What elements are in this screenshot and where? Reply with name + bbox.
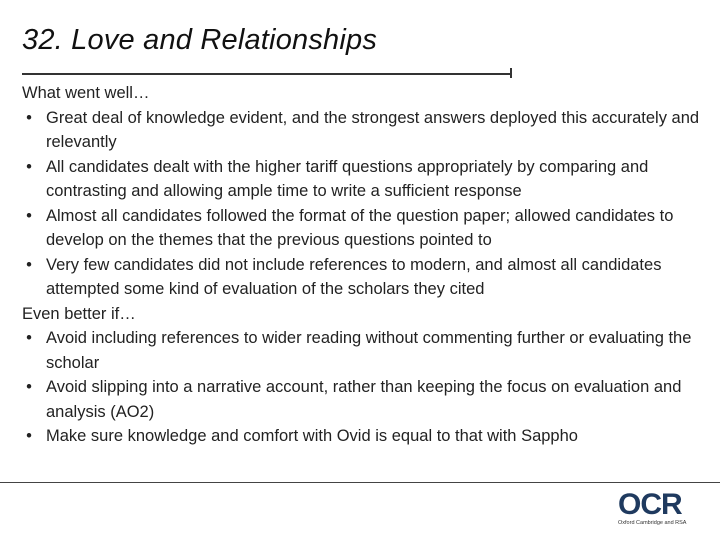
list-item <box>22 155 702 204</box>
bullet-icon: • <box>26 329 32 347</box>
logo-subtitle: Oxford Cambridge and RSA <box>618 520 687 526</box>
list-item-text: All candidates dealt with the higher tariff questions appropriately by comparing and contrasting and allowing ample time to write a sufficient response <box>46 157 649 200</box>
slide-content <box>22 81 702 449</box>
list-item <box>22 204 702 253</box>
footer-divider <box>0 482 720 483</box>
list-item <box>22 106 702 155</box>
list-item <box>22 375 702 424</box>
title-underline-end <box>510 68 512 78</box>
bullet-icon: • <box>26 206 32 225</box>
bullet-list <box>22 326 702 449</box>
bullet-icon: • <box>26 378 32 396</box>
section-what-went-well <box>22 81 702 302</box>
list-item <box>22 424 702 449</box>
bullet-icon: • <box>26 157 32 176</box>
section-heading: Even better if… <box>22 304 136 323</box>
logo-wordmark: OCR <box>618 488 682 521</box>
list-item-text: Avoid including references to wider reading without commenting further or evaluating the scholar <box>46 329 692 372</box>
ocr-logo <box>618 490 700 530</box>
list-item-text: Great deal of knowledge evident, and the strongest answers deployed this accurately and relevantly <box>46 108 700 151</box>
list-item-text: Make sure knowledge and comfort with Ovid is equal to that with Sappho <box>46 427 578 445</box>
list-item-text: Very few candidates did not include references to modern, and almost all candidates attempted some kind of evaluation of the scholars they cited <box>46 255 662 298</box>
slide-title: 32. Love and Relationships <box>22 24 378 56</box>
list-item-text: Avoid slipping into a narrative account, rather than keeping the focus on evaluation and analysis (AO2) <box>46 378 682 421</box>
title-underline <box>22 73 512 75</box>
section-even-better-if <box>22 302 702 449</box>
list-item <box>22 253 702 302</box>
list-item <box>22 326 702 375</box>
list-item-text: Almost all candidates followed the format of the question paper; allowed candidates to develop on the themes that the previous questions pointed to <box>46 206 674 249</box>
bullet-icon: • <box>26 255 32 274</box>
bullet-icon: • <box>26 427 32 445</box>
section-heading: What went well… <box>22 84 150 102</box>
bullet-icon: • <box>26 108 32 127</box>
bullet-list <box>22 106 702 302</box>
